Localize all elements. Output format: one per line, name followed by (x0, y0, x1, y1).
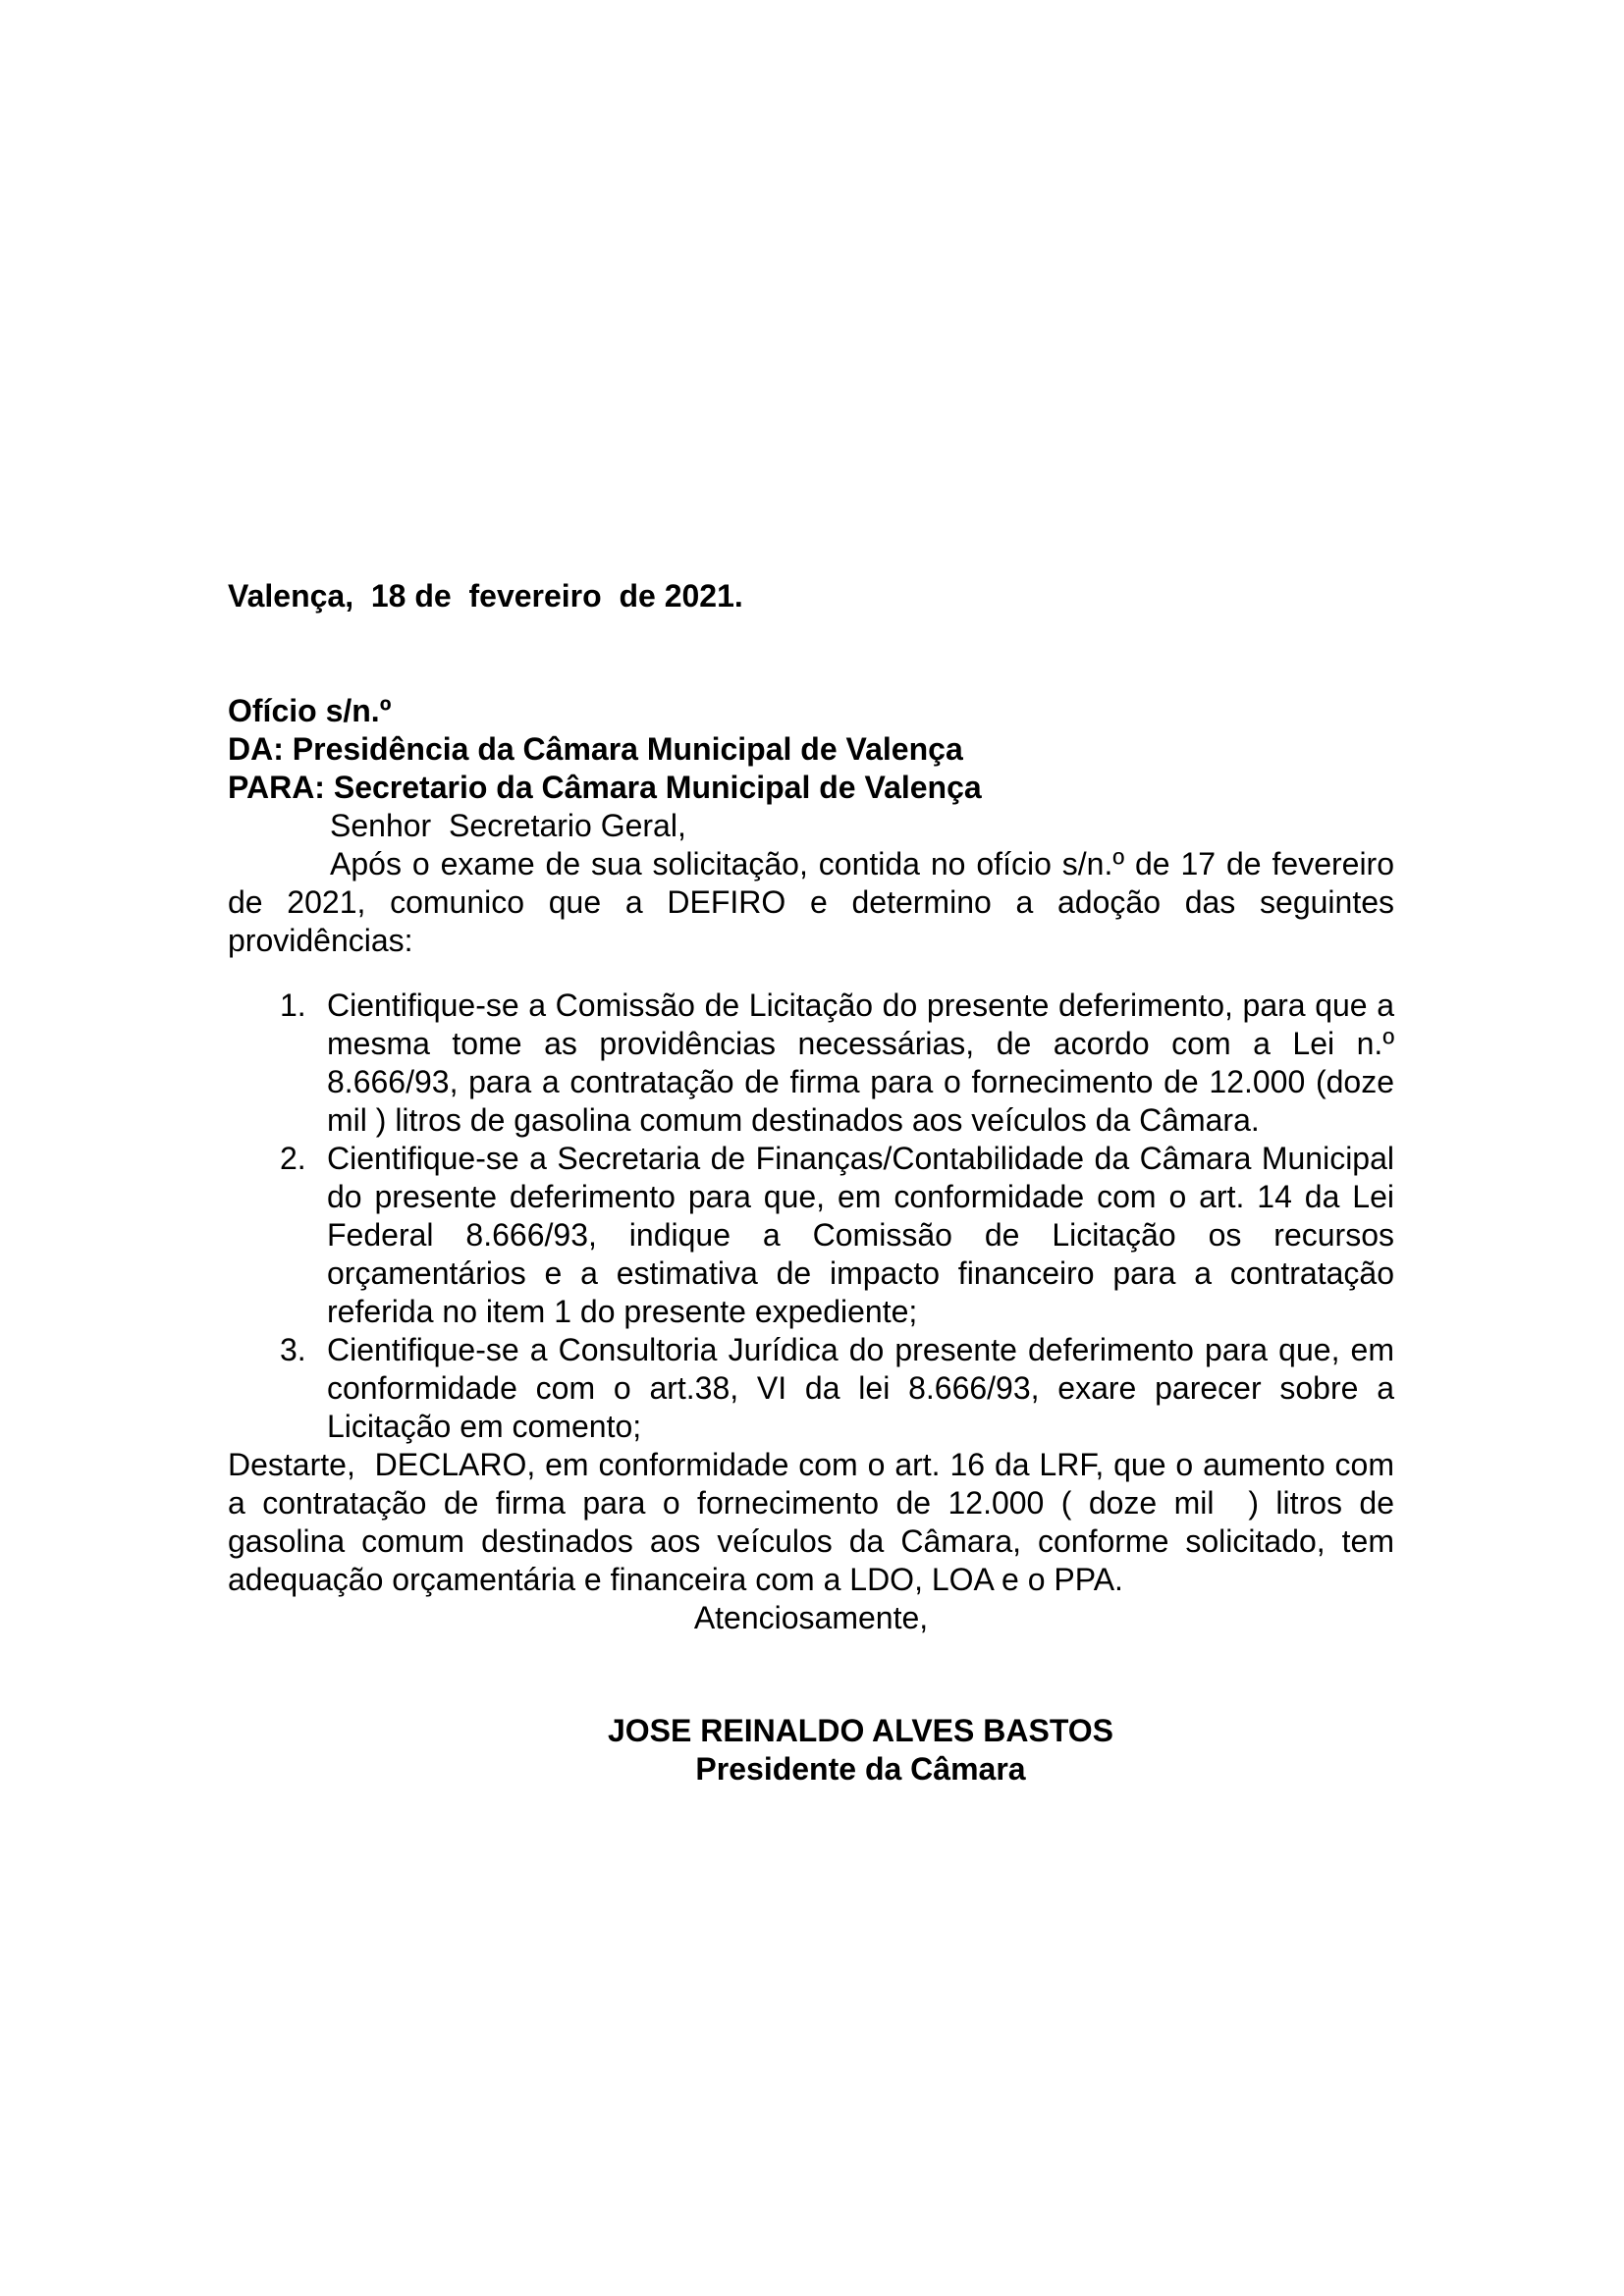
date-line: Valença, 18 de fevereiro de 2021. (228, 578, 743, 614)
list-item-number: 1. (280, 988, 306, 1023)
list-item-text: Cientifique-se a Consultoria Jurídica do presente deferimento para que, em conformidade com o art.38, VI da lei 8.666/93, exare parecer sobre a Licitação em comento; (327, 1332, 1394, 1444)
intro-paragraph: Após o exame de sua solicitação, contida no ofício s/n.º de 17 de fevereiro de 2021, comunico que a DEFIRO e determino a adoção das seguintes providências: (228, 846, 1394, 958)
salutation: Senhor Secretario Geral, (330, 808, 686, 843)
list-item (228, 987, 1394, 1140)
signatory-name: JOSE REINALDO ALVES BASTOS (607, 1713, 1114, 1748)
directives-list (228, 987, 1394, 1446)
list-item-text: Cientifique-se a Secretaria de Finanças/Contabilidade da Câmara Municipal do presente deferimento para que, em conformidade com o art. 14 da Lei Federal 8.666/93, indique a Comissão de Licitação os recursos orçamentários e a estimativa de impacto financeiro para a contratação referida no item 1 do presente expediente; (327, 1141, 1394, 1329)
to-line: PARA: Secretario da Câmara Municipal de Valença (228, 770, 982, 805)
list-item (228, 1140, 1394, 1331)
list-item-number: 2. (280, 1141, 306, 1176)
closing-salutation: Atenciosamente, (693, 1600, 929, 1635)
declaration-paragraph: Destarte, DECLARO, em conformidade com o art. 16 da LRF, que o aumento com a contratação de firma para o fornecimento de 12.000 ( doze mil ) litros de gasolina comum destinados aos veículos da Câmara, conforme solicitado, tem adequação orçamentária e financeira com a LDO, LOA e o PPA. (228, 1447, 1403, 1597)
list-item-text: Cientifique-se a Comissão de Licitação do presente deferimento, para que a mesma tome as providências necessárias, de acordo com a Lei n.º 8.666/93, para a contratação de firma para o fornecimento de 12.000 (doze mil ) litros de gasolina comum destinados aos veículos da Câmara. (327, 988, 1394, 1138)
signatory-title: Presidente da Câmara (695, 1751, 1026, 1787)
from-line: DA: Presidência da Câmara Municipal de Valença (228, 731, 963, 767)
oficio-number-line: Ofício s/n.º (228, 693, 392, 728)
reference-block (228, 692, 1394, 807)
signature-block (327, 1712, 1394, 1789)
list-item-number: 3. (280, 1332, 306, 1367)
list-item (228, 1331, 1394, 1446)
